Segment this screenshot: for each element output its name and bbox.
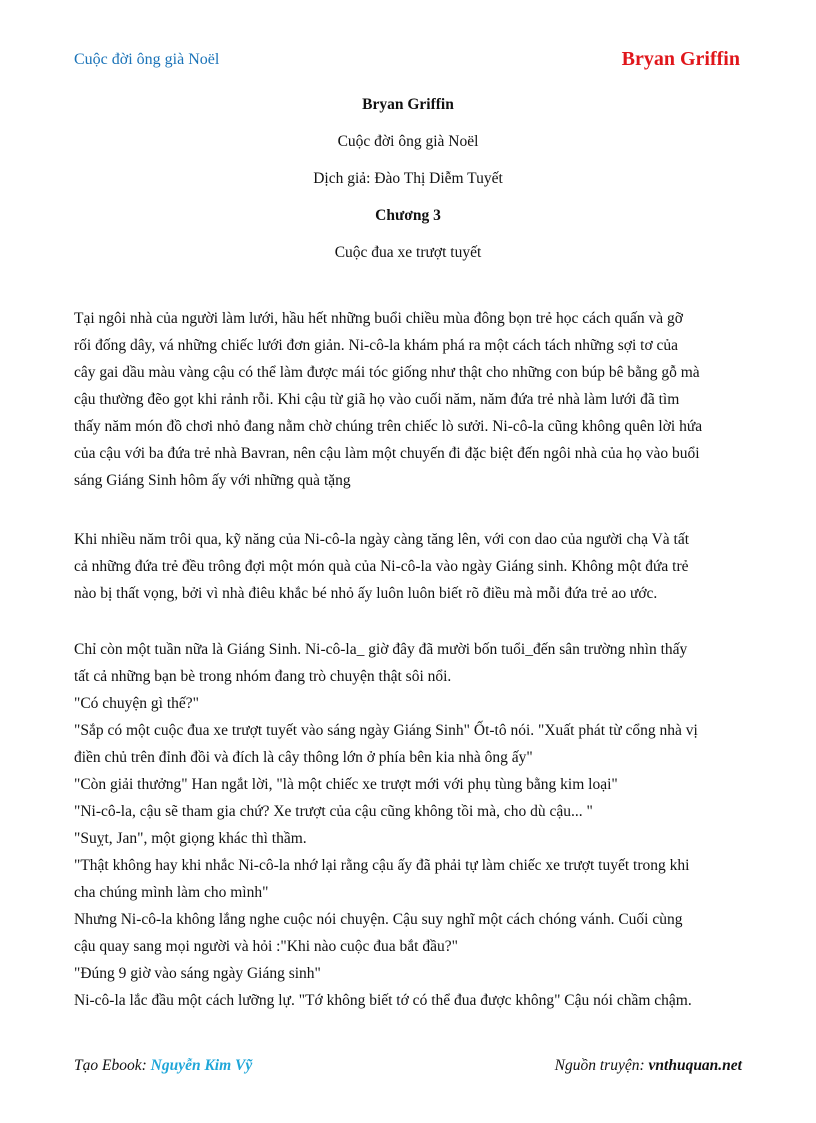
text-line: cả những đứa trẻ đều trông đợi một món quà của Ni-cô-la vào ngày Giáng sinh. Không một đứa trẻ (74, 558, 689, 575)
header-book-title: Cuộc đời ông già Noël (74, 51, 220, 68)
text-line: thấy năm món đồ chơi nhỏ đang nằm chờ chúng trên chiếc lò sưởi. Ni-cô-la cũng không quên lời hứa (74, 418, 703, 435)
footer-ebook-separator: : (141, 1057, 151, 1074)
paragraph-3 (74, 636, 744, 1014)
text-line: cậu quay sang mọi người và hỏi :"Khi nào cuộc đua bắt đầu?" (74, 938, 458, 955)
text-line: rối đống dây, vá những chiếc lưới đơn giản. Ni-cô-la khám phá ra một cách tách những sợi tơ của (74, 337, 679, 354)
text-line: cậu thường đẽo gọt khi rảnh rỗi. Khi cậu từ giã họ vào cuối năm, năm đứa trẻ nhà làm lưới đã tìm (74, 391, 680, 408)
text-line: tất cả những bạn bè trong nhóm đang trò chuyện thật sôi nổi. (74, 668, 452, 685)
footer-source-separator: : (639, 1057, 649, 1074)
text-line: sáng Giáng Sinh hôm ấy với những quà tặng (74, 472, 351, 489)
text-line: "Sắp có một cuộc đua xe trượt tuyết vào sáng ngày Giáng Sinh" Ốt-tô nói. "Xuất phát từ cổng nhà vị (74, 722, 698, 739)
footer-source-label: Nguồn truyện (554, 1057, 640, 1074)
text-line: "Ni-cô-la, cậu sẽ tham gia chứ? Xe trượt của cậu cũng không tồi mà, cho dù cậu... " (74, 803, 593, 820)
footer-ebook-credit (74, 1057, 252, 1075)
title-book: Cuộc đời ông già Noël (337, 133, 479, 150)
text-line: cây gai dầu màu vàng cậu có thể làm được mái tóc giống như thật cho những con búp bê bằng gỗ mà (74, 364, 700, 381)
paragraph-2 (74, 526, 744, 607)
text-line: Ni-cô-la lắc đầu một cách lưỡng lự. "Tớ không biết tớ có thể đua được không" Cậu nói chầm chậm. (74, 992, 692, 1009)
header-author: Bryan Griffin (621, 48, 740, 70)
text-line: "Thật không hay khi nhắc Ni-cô-la nhớ lại rằng cậu ấy đã phải tự làm chiếc xe trượt tuyết trong khi (74, 857, 690, 874)
text-line: điền chủ trên đỉnh đồi và đích là cây thông lớn ở phía bên kia nhà ông ấy" (74, 749, 533, 766)
text-line: Tại ngôi nhà của người làm lưới, hầu hết những buổi chiều mùa đông bọn trẻ học cách quấn và gỡ (74, 310, 683, 327)
text-line: Khi nhiều năm trôi qua, kỹ năng của Ni-cô-la ngày càng tăng lên, với con dao của người chạ Và tất (74, 531, 690, 548)
footer-source-site: vnthuquan.net (648, 1057, 742, 1074)
paragraph-1 (74, 305, 744, 494)
title-author: Bryan Griffin (362, 96, 454, 113)
text-line: Nhưng Ni-cô-la không lắng nghe cuộc nói chuyện. Cậu suy nghĩ một cách chóng vánh. Cuối cùng (74, 911, 683, 928)
text-line: "Có chuyện gì thế?" (74, 695, 199, 712)
title-translator: Dịch giả: Đào Thị Diễm Tuyết (313, 170, 503, 187)
chapter-title: Cuộc đua xe trượt tuyết (334, 244, 482, 261)
footer-source (555, 1057, 742, 1075)
text-line: cha chúng mình làm cho mình" (74, 884, 269, 901)
footer-ebook-name: Nguyễn Kim Vỹ (150, 1057, 253, 1074)
text-line: "Còn giải thưởng" Han ngắt lời, "là một chiếc xe trượt mới với phụ tùng bằng kim loại" (74, 776, 618, 793)
text-line: "Suỵt, Jan", một giọng khác thì thầm. (74, 830, 307, 847)
text-line: nào bị thất vọng, bởi vì nhà điêu khắc bé nhỏ ấy luôn luôn biết rõ điều mà mỗi đứa trẻ ao ước. (74, 585, 658, 602)
text-line: của cậu với ba đứa trẻ nhà Bavran, nên cậu làm một chuyến đi đặc biệt đến ngôi nhà của họ vào buổi (74, 445, 700, 462)
footer-ebook-label: Tạo Ebook (74, 1057, 142, 1074)
text-line: Chỉ còn một tuần nữa là Giáng Sinh. Ni-cô-la_ giờ đây đã mười bốn tuổi_đến sân trường nhìn thấy (74, 641, 688, 658)
chapter-number: Chương 3 (375, 207, 441, 224)
text-line: "Đúng 9 giờ vào sáng ngày Giáng sinh" (74, 965, 321, 982)
